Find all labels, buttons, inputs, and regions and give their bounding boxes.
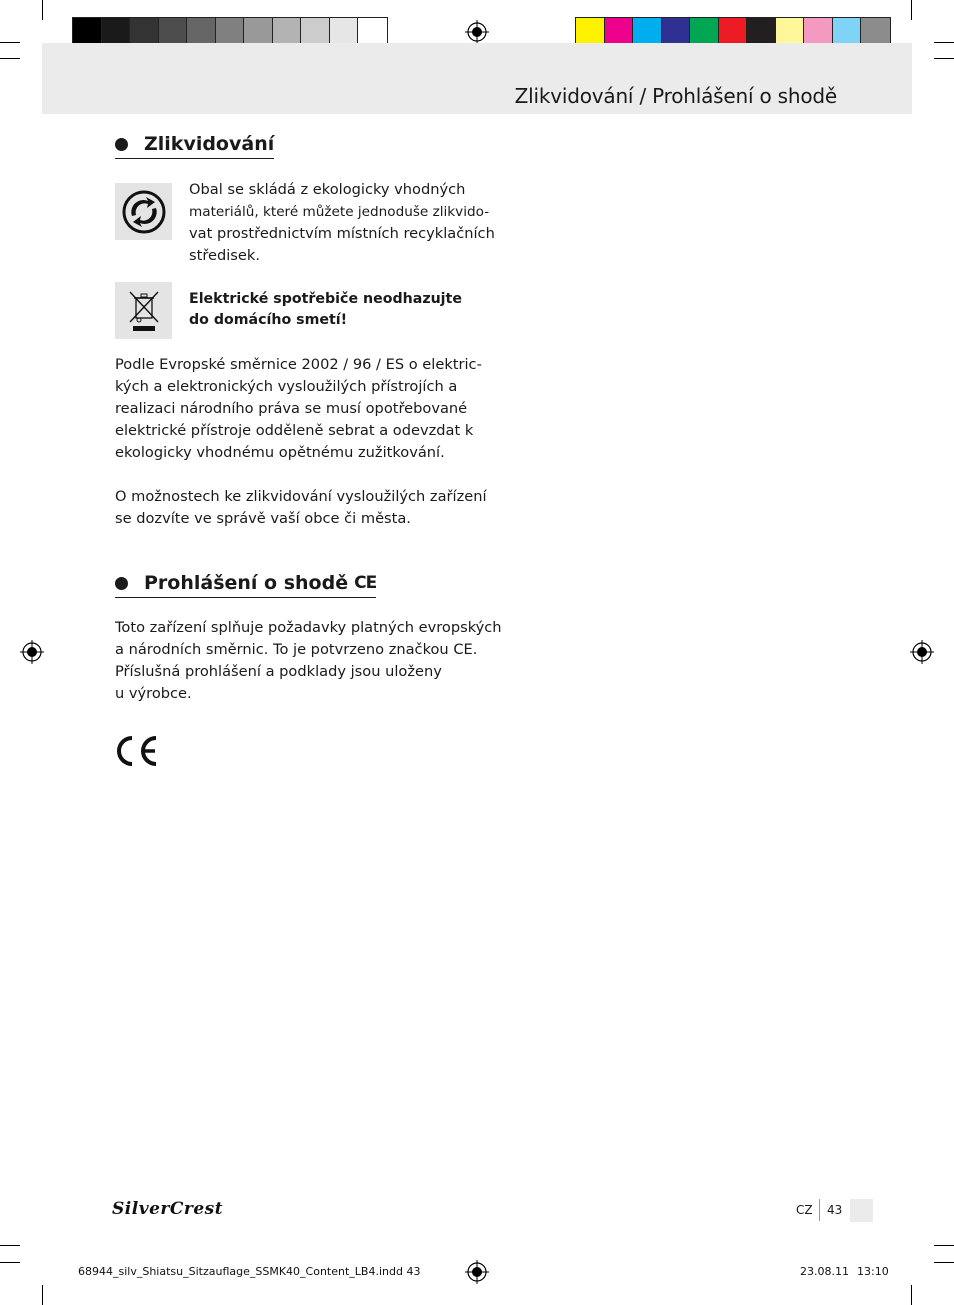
slug-time: 13:10 [857,1265,889,1278]
crossed-bin-icon [124,289,164,333]
page-title: Zlikvidování / Prohlášení o shodě [514,84,837,108]
color-swatch [861,18,890,45]
bullet-icon [115,577,128,590]
disposal-info-paragraph: O možnostech ke zlikvidování vysloužilých zařízení se dozvíte ve správě vaší obce či města. [115,488,487,527]
conformity-paragraph: Toto zařízení splňuje požadavky platných evropských a národních směrnic. To je potvrzeno značkou CE. Příslušná prohlášení a podklady jsou uloženy u výrobce. [115,619,502,702]
weee-warning: Elektrické spotřebiče neodhazujte do domácího smetí! [189,291,462,328]
color-swatch [605,18,634,45]
registration-mark-icon [465,1260,489,1284]
bullet-icon [115,138,128,151]
ce-mark-small: CE [354,573,377,593]
slug-date: 23.08.11 [800,1265,849,1278]
color-swatch [833,18,862,45]
footer-divider [819,1199,820,1221]
color-swatch [73,18,102,45]
registration-mark-icon [465,20,489,44]
color-swatch [301,18,330,45]
color-swatch [662,18,691,45]
color-swatch [244,18,273,45]
section-heading-conformity: Prohlášení o shodě CE [115,572,376,598]
recycle-icon-box [115,183,172,240]
registration-mark-icon [20,640,44,664]
ce-mark-icon [114,735,160,767]
color-swatch [804,18,833,45]
section-heading-disposal: Zlikvidování [115,133,274,159]
color-swatch [690,18,719,45]
color-swatch [576,18,605,45]
color-swatch [273,18,302,45]
color-swatch [187,18,216,45]
directive-paragraph: Podle Evropské směrnice 2002 / 96 / ES o elektric- kých a elektronických vysloužilých přístrojích a realizaci národního práva se musí opotřebované elektrické přístroje odděleně sebrat a odevzdat k ekologicky vhodnému opětnému zužitkování. [115,356,482,461]
slug-filename: 68944_silv_Shiatsu_Sitzauflage_SSMK40_Content_LB4.indd 43 [78,1265,421,1278]
color-swatch [747,18,776,45]
weee-icon-box [115,282,172,339]
page-number: 43 [827,1203,843,1217]
color-swatch [102,18,131,45]
gray-color-bar [72,17,388,46]
page-tab [850,1199,873,1222]
language-code: CZ [796,1203,813,1217]
color-swatch [159,18,188,45]
registration-mark-icon [910,640,934,664]
recycle-icon [122,190,166,234]
color-swatch [216,18,245,45]
color-swatch [130,18,159,45]
color-swatch [633,18,662,45]
color-swatch [330,18,359,45]
color-swatch [358,18,387,45]
brand-logo: SilverCrest [112,1199,224,1219]
color-swatch [776,18,805,45]
color-swatch [719,18,748,45]
recycle-text: Obal se skládá z ekologicky vhodných materiálů, které můžete jednoduše zlikvido- vat prostřednictvím místních recyklačních středisek. [189,181,495,264]
process-color-bar [575,17,891,46]
